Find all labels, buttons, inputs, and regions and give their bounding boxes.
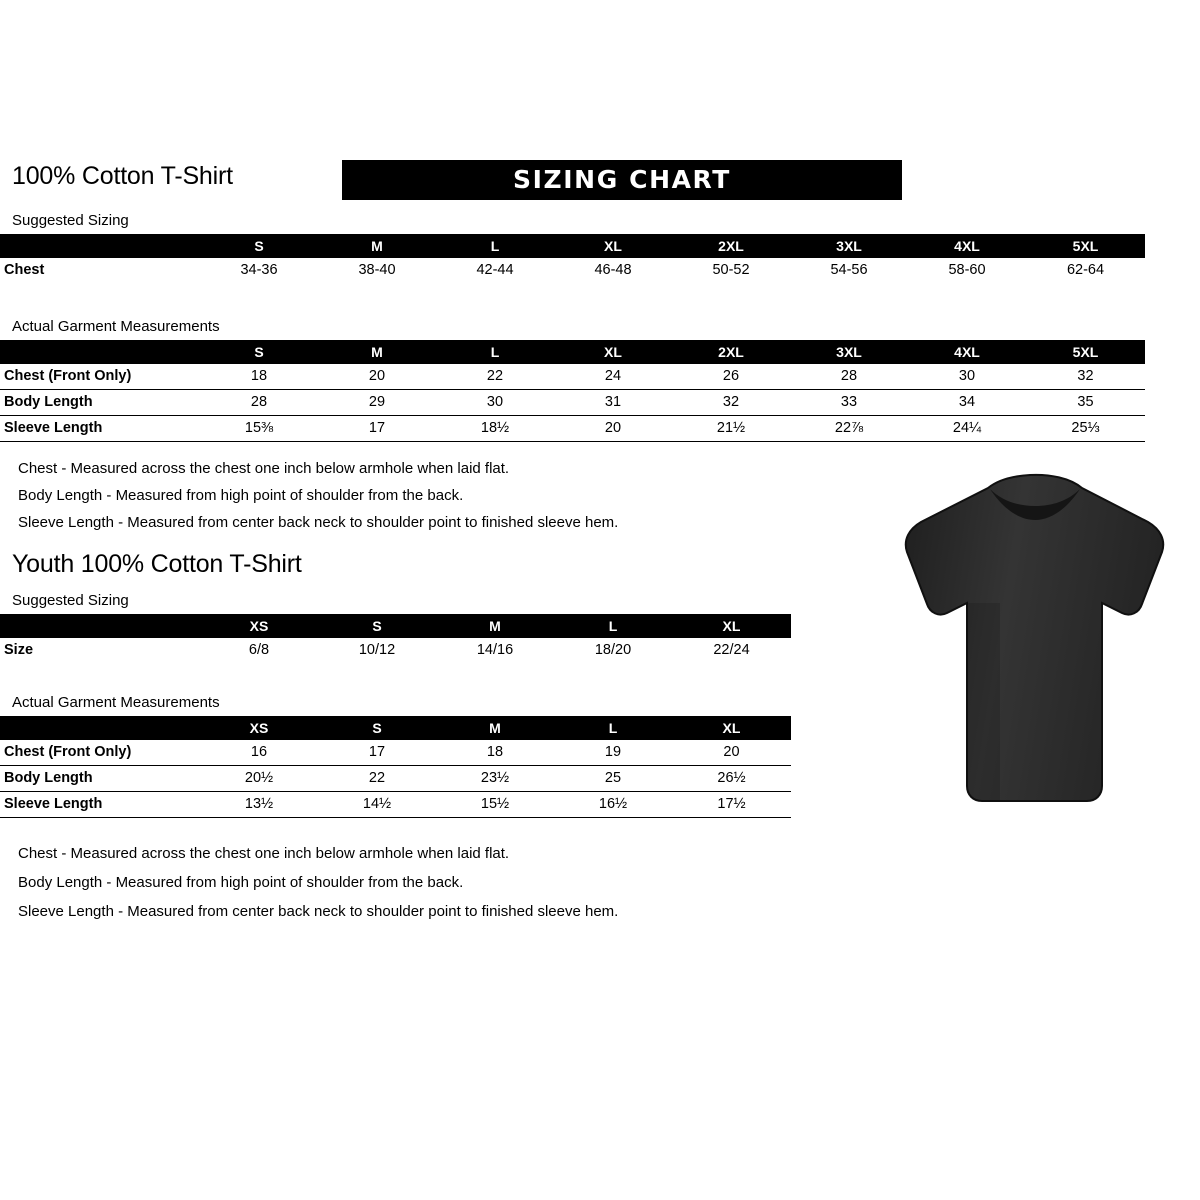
adult-actual-cell: 28 [790,364,908,390]
table-row [0,792,791,818]
adult-actual-cell: 24 [554,364,672,390]
adult-actual-cell: 35 [1026,390,1145,416]
adult-actual-col-header: S [254,344,264,360]
table-header-row [0,234,1145,258]
youth-actual-col-header: M [489,720,501,736]
youth-actual-col-header: S [372,720,382,736]
adult-suggested-col-header: L [490,238,500,254]
adult-actual-cell: 22⅞ [790,416,908,442]
youth-note-sleeve-length: Sleeve Length - Measured from center back neck to shoulder point to finished sleeve hem. [18,903,619,920]
youth-suggested-cell: 18/20 [594,642,632,659]
sizing-chart-banner [342,160,902,200]
youth-suggested-col-header: XL [722,618,741,634]
youth-actual-cell: 18 [436,740,554,766]
adult-actual-col-header: 2XL [718,344,744,360]
youth-suggested-sizing-label: Suggested Sizing [12,592,129,609]
table-header-row [0,614,791,638]
youth-actual-cell: 19 [554,740,672,766]
youth-actual-cell: 25 [554,766,672,792]
adult-actual-row-label: Sleeve Length [0,416,200,442]
adult-actual-cell: 26 [672,364,790,390]
adult-actual-cell: 17 [318,416,436,442]
adult-note-chest: Chest - Measured across the chest one inch below armhole when laid flat. [18,460,510,477]
youth-actual-cell: 16½ [554,792,672,818]
youth-suggested-col-header: XS [249,618,269,634]
adult-actual-cell: 25⅓ [1026,416,1145,442]
adult-suggested-cell: 46-48 [594,262,632,279]
adult-suggested-cell: 54-56 [830,262,868,279]
youth-actual-col-header: XS [249,720,269,736]
adult-suggested-col-header: 2XL [718,238,744,254]
adult-suggested-col-header: 4XL [954,238,980,254]
adult-suggested-cell: 42-44 [476,262,514,279]
adult-suggested-col-header [0,234,200,258]
youth-actual-row-label: Body Length [0,766,200,792]
table-row [0,390,1145,416]
table-header-row [0,716,791,740]
adult-actual-row-label: Chest (Front Only) [0,364,200,390]
adult-actual-cell: 20 [318,364,436,390]
adult-suggested-cell: 62-64 [1066,262,1105,279]
adult-actual-col-header: L [490,344,500,360]
adult-suggested-col-header: 5XL [1072,238,1099,254]
adult-suggested-col-header: M [371,238,383,254]
adult-actual-cell: 30 [908,364,1026,390]
adult-actual-cell: 20 [554,416,672,442]
adult-suggested-cell: 58-60 [948,262,986,279]
youth-actual-row-label: Chest (Front Only) [0,740,200,766]
adult-actual-col-header: M [371,344,383,360]
adult-actual-cell: 32 [672,390,790,416]
adult-actual-cell: 22 [436,364,554,390]
adult-actual-cell: 33 [790,390,908,416]
youth-actual-measurements-label: Actual Garment Measurements [12,694,220,711]
youth-actual-cell: 20 [672,740,791,766]
sizing-chart-banner-label: SIZING CHART [513,165,731,194]
adult-suggested-cell: 34-36 [240,262,278,279]
youth-suggested-col-header: L [608,618,618,634]
header-row [12,160,902,202]
adult-actual-col-header: 4XL [954,344,980,360]
adult-actual-cell: 21½ [672,416,790,442]
adult-actual-cell: 34 [908,390,1026,416]
adult-actual-measurements-table [0,340,1145,442]
youth-actual-cell: 17 [318,740,436,766]
youth-actual-cell: 14½ [318,792,436,818]
adult-actual-cell: 30 [436,390,554,416]
tshirt-illustration [880,470,1190,820]
adult-actual-col-header: 3XL [836,344,862,360]
youth-actual-cell: 26½ [672,766,791,792]
table-row [0,416,1145,442]
adult-actual-cell: 29 [318,390,436,416]
adult-actual-cell: 18½ [436,416,554,442]
youth-actual-row-label: Sleeve Length [0,792,200,818]
youth-note-body-length: Body Length - Measured from high point of shoulder from the back. [18,874,464,891]
youth-suggested-cell: 10/12 [358,642,396,659]
youth-suggested-cell: 22/24 [713,642,750,659]
adult-actual-col-header [0,340,200,364]
adult-suggested-cell: 50-52 [712,262,750,279]
youth-actual-cell: 17½ [672,792,791,818]
adult-suggested-col-header: XL [604,238,622,254]
youth-suggested-cell: 6/8 [248,642,270,659]
adult-actual-row-label: Body Length [0,390,200,416]
youth-actual-measurements-table [0,716,791,818]
youth-actual-cell: 15½ [436,792,554,818]
youth-suggested-col-header: S [372,618,382,634]
adult-actual-cell: 31 [554,390,672,416]
page-title: 100% Cotton T-Shirt [12,162,233,190]
adult-suggested-col-header: 3XL [836,238,862,254]
adult-actual-cell: 18 [200,364,318,390]
adult-actual-cell: 24¼ [908,416,1026,442]
table-row [0,258,1145,283]
youth-suggested-col-header [0,614,200,638]
adult-suggested-col-header: S [254,238,264,254]
youth-actual-cell: 22 [318,766,436,792]
adult-suggested-sizing-table [0,234,1145,283]
adult-note-sleeve-length: Sleeve Length - Measured from center back neck to shoulder point to finished sleeve hem. [18,514,619,531]
table-row [0,364,1145,390]
adult-actual-col-header: 5XL [1072,344,1099,360]
adult-actual-cell: 28 [200,390,318,416]
youth-suggested-cell: 14/16 [476,642,514,659]
tshirt-icon [880,470,1190,820]
table-row [0,740,791,766]
table-header-row [0,340,1145,364]
adult-note-body-length: Body Length - Measured from high point of shoulder from the back. [18,487,464,504]
youth-suggested-col-header: M [489,618,501,634]
table-row [0,766,791,792]
adult-actual-measurements-label: Actual Garment Measurements [12,318,220,335]
adult-actual-cell: 15⅜ [200,416,318,442]
adult-suggested-sizing-label: Suggested Sizing [12,212,129,229]
adult-suggested-row-label: Chest [4,262,45,279]
youth-actual-col-header [0,716,200,740]
table-row [0,638,791,663]
adult-actual-col-header: XL [604,344,622,360]
adult-suggested-cell: 38-40 [358,262,396,279]
youth-actual-cell: 16 [200,740,318,766]
youth-note-chest: Chest - Measured across the chest one inch below armhole when laid flat. [18,845,510,862]
adult-actual-cell: 32 [1026,364,1145,390]
youth-actual-cell: 13½ [200,792,318,818]
youth-section-title: Youth 100% Cotton T-Shirt [12,550,302,578]
youth-actual-cell: 20½ [200,766,318,792]
youth-actual-col-header: XL [722,720,741,736]
youth-actual-col-header: L [608,720,618,736]
youth-actual-cell: 23½ [436,766,554,792]
youth-suggested-row-label: Size [4,642,34,659]
youth-suggested-sizing-table [0,614,791,663]
